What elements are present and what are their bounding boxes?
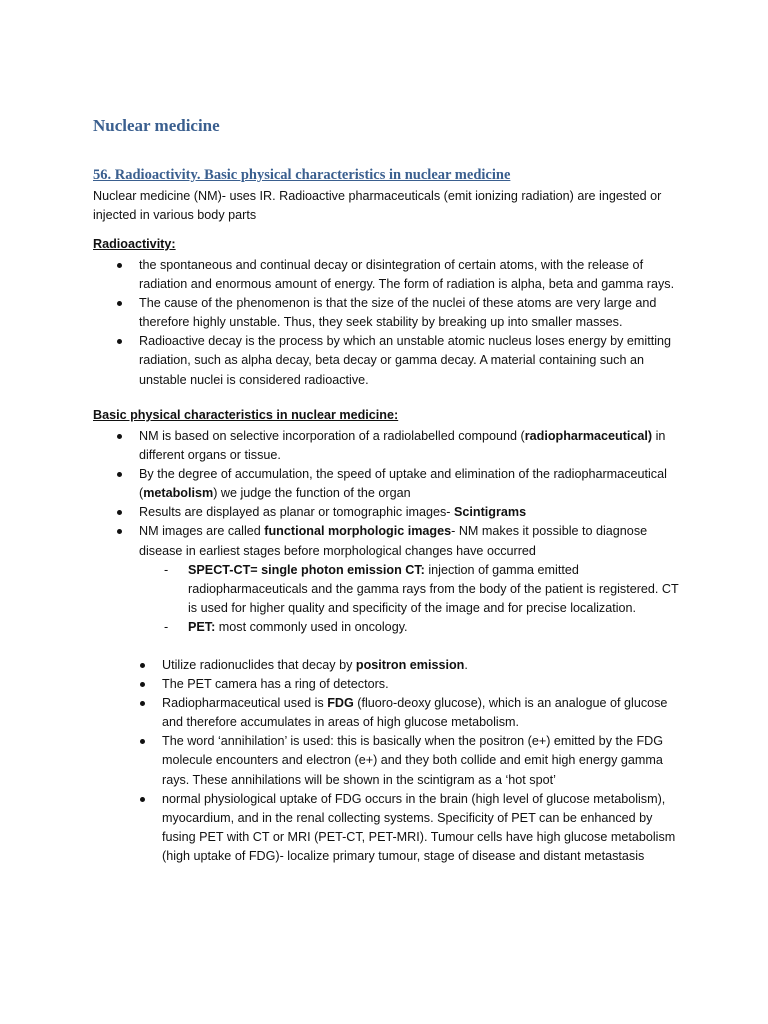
pet-details-list [162,656,680,866]
bullet-icon [140,682,145,687]
list-item: the spontaneous and continual decay or disintegration of certain atoms, with the release of radiation and enormous amount of energy. The form of radiation is alpha, beta and gamma rays. [139,256,679,294]
bullet-icon [140,663,145,668]
bullet-icon [117,529,122,534]
bullet-icon [140,701,145,706]
dash-marker: - [164,563,169,577]
bullet-icon [117,263,122,268]
section-title: 56. Radioactivity. Basic physical characteristics in nuclear medicine [93,167,511,183]
intro-paragraph: Nuclear medicine (NM)- uses IR. Radioactive pharmaceuticals (emit ionizing radiation) are ingested or injected in various body parts [93,189,662,223]
bullet-icon [117,434,122,439]
document-title: Nuclear medicine [93,116,220,135]
bullet-icon [117,510,122,515]
radioactivity-heading: Radioactivity: [93,237,176,251]
dash-marker: - [164,620,169,635]
list-item: - SPECT-CT= single photon emission CT: injection of gamma emitted radiopharmaceuticals and the gamma rays from the body of the patient is registered. CT is used for higher quality and specificity of the image and for precise localization. [164,563,679,616]
imaging-methods-list [164,561,680,637]
bullet-icon [117,301,122,306]
list-item: Results are displayed as planar or tomographic images- Scintigrams [139,503,679,522]
basic-characteristics-heading: Basic physical characteristics in nuclear medicine: [93,408,399,422]
bullet-icon [140,797,145,802]
bullet-icon [117,472,122,477]
bullet-icon [140,739,145,744]
basic-characteristics-list [139,427,679,561]
radioactivity-list [139,256,679,390]
list-item: Utilize radionuclides that decay by positron emission. [162,656,680,675]
list-item: NM images are called functional morphologic images- NM makes it possible to diagnose disease in earliest stages before morphological changes have occurred [139,522,679,560]
list-item: NM is based on selective incorporation of a radiolabelled compound (radiopharmaceutical) in different organs or tissue. [139,427,679,465]
list-item: Radiopharmaceutical used is FDG (fluoro-deoxy glucose), which is an analogue of glucose and therefore accumulates in areas of high glucose metabolism. [162,694,680,732]
list-item: normal physiological uptake of FDG occurs in the brain (high level of glucose metabolism), myocardium, and in the renal collecting systems. Specificity of PET can be enhanced by fusing PET with CT or MRI (PET-CT, PET-MRI). Tumour cells have high glucose metabolism (high uptake of FDG)- localize primary tumour, stage of disease and distant metastasis [162,790,680,866]
list-item: The word ‘annihilation’ is used: this is basically when the positron (e+) emitted by the FDG molecule encounters and electron (e+) and they both collide and emit high energy gamma rays. These annihilations will be shown in the scintigram as a ‘hot spot’ [162,732,680,789]
list-item: Radioactive decay is the process by which an unstable atomic nucleus loses energy by emitting radiation, such as alpha decay, beta decay or gamma decay. A material containing such an unstable nuclei is considered radioactive. [139,332,679,389]
list-item: The cause of the phenomenon is that the size of the nuclei of these atoms are very large and therefore highly unstable. Thus, they seek stability by breaking up into smaller masses. [139,294,679,332]
list-item: The PET camera has a ring of detectors. [162,675,680,694]
list-item: - PET: most commonly used in oncology. [188,618,680,637]
list-item: By the degree of accumulation, the speed of uptake and elimination of the radiopharmaceutical (metabolism) we judge the function of the organ [139,465,679,503]
bullet-icon [117,339,122,344]
